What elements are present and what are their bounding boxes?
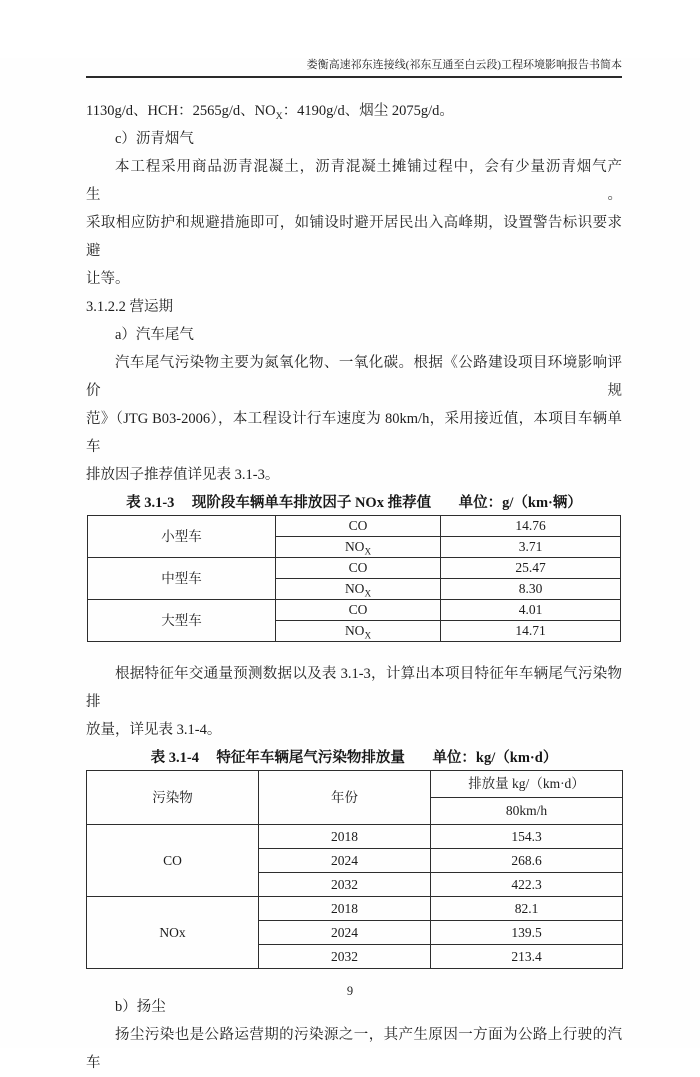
page-footer [0,984,700,999]
cell-value: 422.3 [431,873,623,897]
cell-pollutant [276,558,441,579]
pollutant-name: CO [348,518,368,533]
table-row [87,897,623,921]
pollutant-totals-sub: X [275,110,283,122]
cell-pollutant [276,579,441,600]
table-annual-emissions [86,770,623,969]
cell-value: 139.5 [431,921,623,945]
header-title: 娄衡高速祁东连接线(祁东互通至白云段)工程环境影响报告书简本 [306,59,622,71]
cell-value: 213.4 [431,945,623,969]
paragraph-pollutant-totals [86,97,622,125]
cell-pollutant: NOx [87,897,259,969]
cell-year: 2024 [259,921,431,945]
cell-value: 25.47 [441,558,621,579]
cell-pollutant [276,621,441,642]
cell-vehicle-class: 大型车 [88,600,276,642]
page-header [86,58,622,78]
heading-asphalt-fume: c）沥青烟气 [115,131,194,147]
heading-vehicle-exhaust: a）汽车尾气 [115,327,194,343]
paragraph-line: 排放因子推荐值详见表 3.1-3。 [86,467,280,483]
paragraph-line: 采取相应防护和规避措施即可，如铺设时避开居民出入高峰期，设置警告标识要求避 [86,215,622,259]
paragraph-line: 范》（JTG B03-2006），本工程设计行车速度为 80km/h，采用接近值，本项目车辆单车 [86,411,622,455]
pollutant-sub: X [364,588,372,599]
cell-value: 268.6 [431,849,623,873]
pollutant-sub: X [364,546,372,557]
pollutant-sub: X [364,630,372,641]
cell-value: 82.1 [431,897,623,921]
section-heading-operation-period: 3.1.2.2 营运期 [86,299,173,315]
page-body [86,97,622,1077]
cell-year: 2018 [259,825,431,849]
table-emission-factors [87,515,621,642]
cell-value: 3.71 [441,537,621,558]
col-header-pollutant: 污染物 [87,771,259,825]
table-row [88,600,621,621]
cell-vehicle-class: 小型车 [88,516,276,558]
cell-value: 154.3 [431,825,623,849]
cell-value: 4.01 [441,600,621,621]
caption-title: 特征年车辆尾气污染物排放量 [216,750,405,766]
caption-unit: 单位：g/（km·辆） [458,495,582,511]
table-row [88,558,621,579]
caption-unit: 单位：kg/（km·d） [432,750,558,766]
paragraph-exhaust [86,349,622,489]
document-page [0,58,700,1071]
page-number: 9 [346,984,354,998]
pollutant-name: CO [348,560,368,575]
table-row [88,516,621,537]
paragraph-line: 放量，详见表 3.1-4。 [86,722,222,738]
cell-year: 2024 [259,849,431,873]
cell-pollutant [276,600,441,621]
pollutant-totals-pre: 1130g/d、HCH：2565g/d、NO [86,103,276,119]
col-header-emission: 排放量 kg/（km·d） [431,771,623,798]
paragraph-line: 让等。 [86,271,130,287]
table-row [87,825,623,849]
cell-value: 8.30 [441,579,621,600]
paragraph-line: 汽车尾气污染物主要为氮氧化物、一氧化碳。根据《公路建设项目环境影响评价规 [86,355,622,399]
cell-value: 14.71 [441,621,621,642]
cell-pollutant [276,516,441,537]
paragraph-asphalt [86,153,622,293]
table-header-row [87,771,623,798]
paragraph-calculation [86,660,622,744]
caption-label: 表 3.1-4 [150,750,199,766]
paragraph-dust-line: 扬尘污染也是公路运营期的污染源之一，其产生原因一方面为公路上行驶的汽车 [86,1027,622,1071]
caption-label: 表 3.1-3 [126,495,175,511]
cell-year: 2032 [259,873,431,897]
heading-dust: b）扬尘 [115,999,166,1015]
pollutant-totals-post: ：4190g/d、烟尘 2075g/d。 [282,103,454,119]
paragraph-line: 本工程采用商品沥青混凝土，沥青混凝土摊铺过程中，会有少量沥青烟气产生。 [86,159,622,203]
cell-vehicle-class: 中型车 [88,558,276,600]
cell-year: 2018 [259,897,431,921]
table-caption-3-1-4 [86,746,622,770]
cell-pollutant: CO [87,825,259,897]
table-caption-3-1-3 [86,491,622,515]
caption-title: 现阶段车辆单车排放因子 NOx 推荐值 [191,495,432,511]
cell-year: 2032 [259,945,431,969]
col-header-year: 年份 [259,771,431,825]
pollutant-name: NO [344,623,365,638]
cell-value: 14.76 [441,516,621,537]
pollutant-name: CO [348,602,368,617]
pollutant-name: NO [344,581,365,596]
paragraph-line: 根据特征年交通量预测数据以及表 3.1-3，计算出本项目特征年车辆尾气污染物排 [86,666,622,710]
pollutant-name: NO [344,539,365,554]
cell-pollutant [276,537,441,558]
col-header-speed: 80km/h [431,798,623,825]
